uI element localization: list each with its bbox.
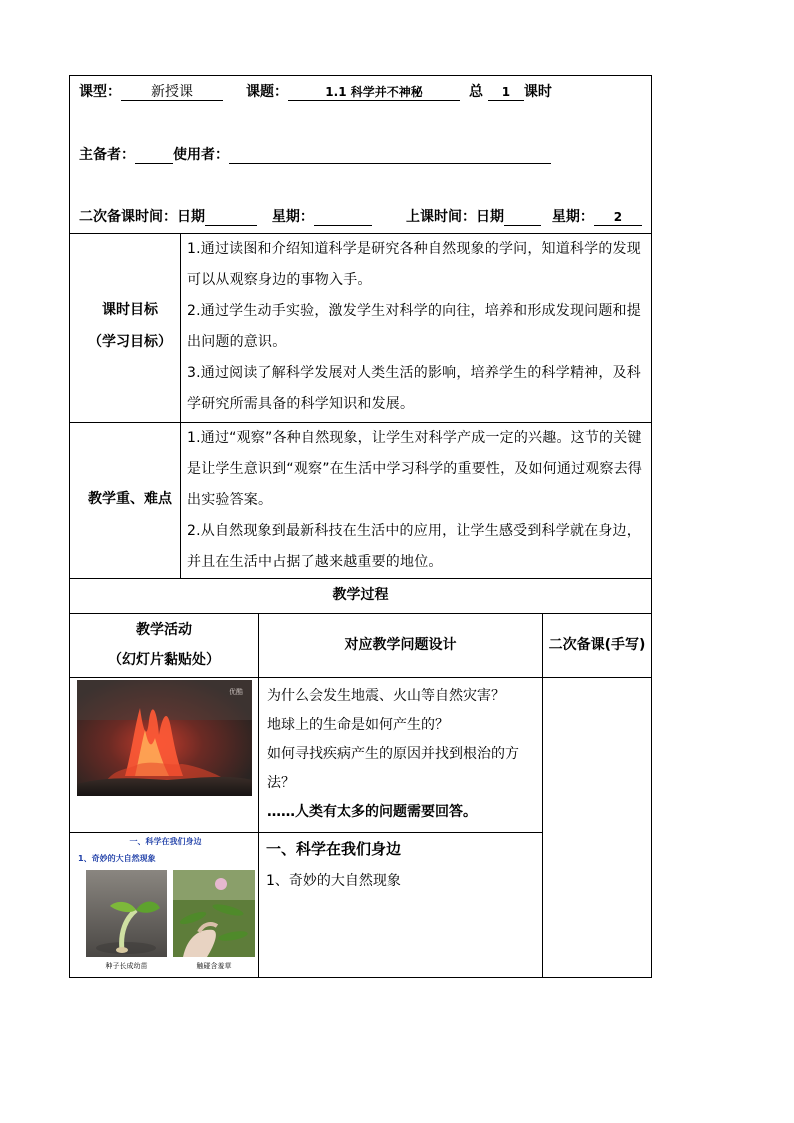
objective-item: 1.通过读图和介绍知道科学是研究各种自然现象的学问，知道科学的发现可以从观察身边的事物入手。 bbox=[187, 241, 641, 288]
row1-questions bbox=[267, 682, 539, 827]
topic-value: 1.1 科学并不神秘 bbox=[288, 83, 460, 101]
section-heading: 一、科学在我们身边 bbox=[266, 840, 402, 858]
hours-label: 课时 bbox=[523, 84, 552, 100]
process-title: 教学过程 bbox=[332, 587, 389, 603]
key-points-label: 教学重、难点 bbox=[88, 491, 172, 507]
user-blank[interactable] bbox=[229, 146, 551, 164]
total-value: 1 bbox=[488, 83, 524, 101]
weekday-blank[interactable] bbox=[314, 208, 372, 226]
class-weekday-value: 2 bbox=[594, 208, 642, 226]
user-label: 使用者： bbox=[173, 147, 229, 163]
divider bbox=[70, 578, 651, 579]
topic-row bbox=[246, 83, 460, 101]
objectives-label-line1: 课时目标 bbox=[102, 302, 158, 318]
preparer-label: 主备者： bbox=[79, 147, 135, 163]
volcano-eruption-image bbox=[77, 680, 252, 796]
objective-item: 2.通过学生动手实验，激发学生对科学的向往，培养和形成发现问题和提出问题的意识。 bbox=[187, 303, 641, 350]
objective-item: 3.通过阅读了解科学发展对人类生活的影响，培养学生的科学精神，及科学研究所需具备的科学知识和发展。 bbox=[187, 365, 641, 412]
question-item: ……人类有太多的问题需要回答。 bbox=[267, 804, 477, 820]
weekday-label: 星期： bbox=[271, 209, 314, 225]
key-point-item: 1.通过“观察”各种自然现象，让学生对科学产成一定的兴趣。这节的关键是让学生意识到“观察”在生活中学习科学的重要性，及如何通过观察去得出实验答案。 bbox=[187, 430, 643, 508]
watermark-text: 优酷 bbox=[229, 688, 243, 696]
seedling-picture bbox=[86, 870, 167, 957]
lesson-type-value: 新授课 bbox=[121, 83, 223, 101]
slide-thumbnail bbox=[75, 834, 256, 974]
divider bbox=[70, 613, 651, 614]
total-label: 总 bbox=[469, 84, 483, 100]
key-point-item: 2.从自然现象到最新科技在生活中的应用，让学生感受到科学就在身边，并且在生活中占据了越来越重要的地位。 bbox=[187, 523, 641, 570]
key-points-list bbox=[187, 423, 649, 578]
objectives-list bbox=[187, 234, 649, 420]
col-activity-header-line2: （幻灯片黏贴处） bbox=[108, 652, 220, 668]
class-date-blank[interactable] bbox=[504, 208, 541, 226]
divider bbox=[180, 233, 181, 578]
total-hours-row bbox=[469, 83, 552, 101]
class-time-label: 上课时间：日期 bbox=[406, 209, 504, 225]
question-item: 地球上的生命是如何产生的？ bbox=[267, 717, 449, 733]
volcano-eruption-picture bbox=[77, 680, 252, 796]
question-item: 为什么会发生地震、火山等自然灾害？ bbox=[267, 688, 505, 704]
divider bbox=[70, 832, 542, 833]
lesson-type-label: 课型： bbox=[79, 84, 121, 100]
slide-title: 一、科学在我们身边 bbox=[129, 837, 202, 846]
question-item: 如何寻找疾病产生的原因并找到根治的方法？ bbox=[267, 746, 519, 791]
second-prep-date-blank[interactable] bbox=[205, 208, 257, 226]
mimosa-picture bbox=[173, 870, 255, 957]
section-subheading: 1、奇妙的大自然现象 bbox=[266, 873, 401, 889]
col-handwritten-header: 二次备课(手写) bbox=[548, 637, 646, 653]
objectives-label-line2: （学习目标） bbox=[88, 334, 172, 350]
divider bbox=[258, 613, 259, 977]
class-weekday-label: 星期： bbox=[551, 209, 594, 225]
second-prep-row bbox=[79, 208, 372, 226]
preparer-blank[interactable] bbox=[135, 146, 173, 164]
preparer-row bbox=[79, 146, 551, 164]
mimosa-caption: 触碰含羞草 bbox=[196, 962, 232, 970]
lesson-type-row bbox=[79, 83, 223, 101]
seedling-caption: 种子长成幼苗 bbox=[105, 962, 148, 970]
slide-subtitle: 1、奇妙的大自然现象 bbox=[78, 854, 156, 863]
divider bbox=[542, 613, 543, 977]
class-time-row bbox=[406, 208, 642, 226]
divider bbox=[70, 677, 651, 678]
topic-label: 课题： bbox=[246, 84, 288, 100]
second-prep-label: 二次备课时间：日期 bbox=[79, 209, 205, 225]
col-activity-header-line1: 教学活动 bbox=[136, 622, 192, 638]
col-question-header: 对应教学问题设计 bbox=[344, 637, 457, 653]
